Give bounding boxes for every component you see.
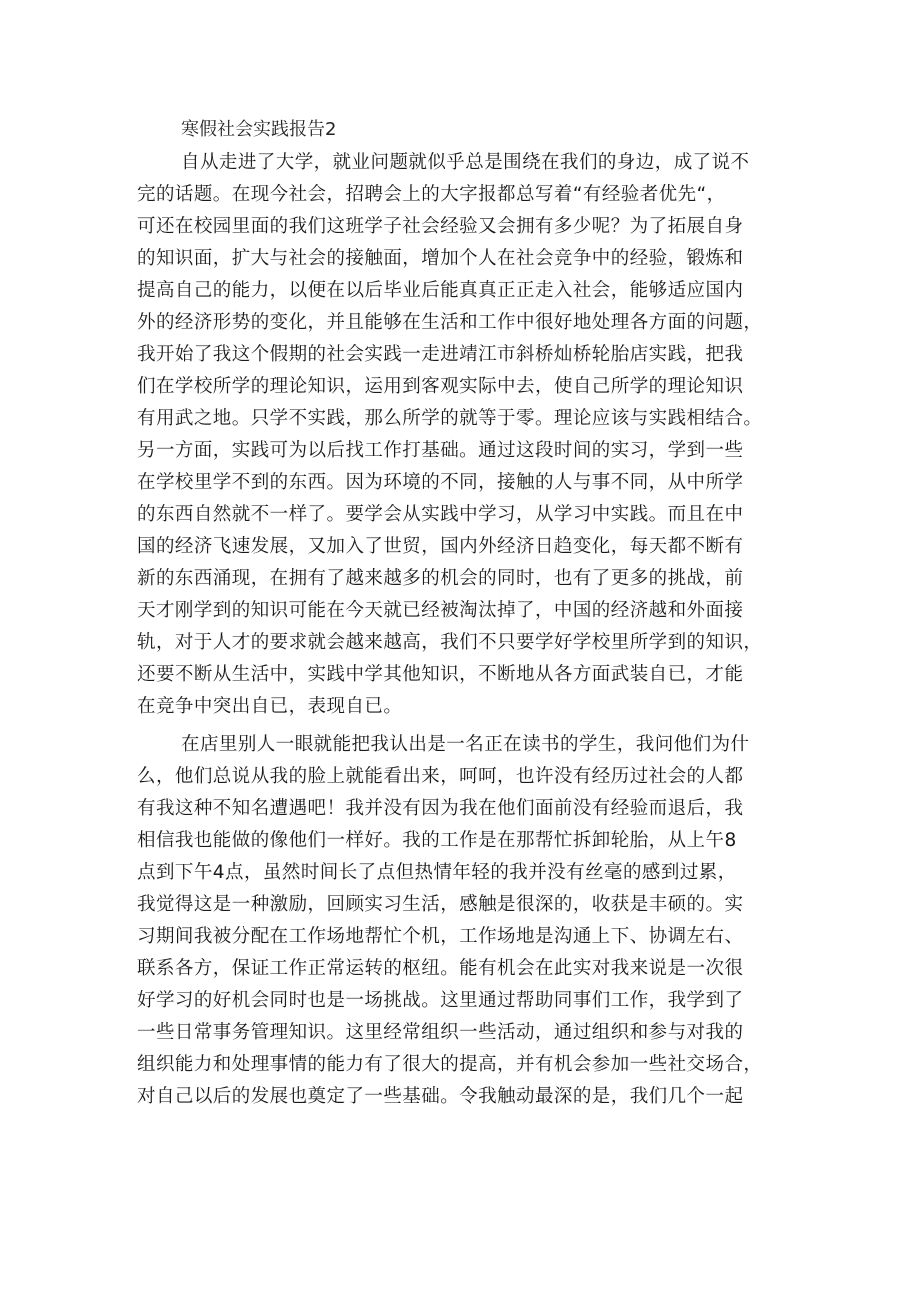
text-line: 对自己以后的发展也奠定了一些基础。令我触动最深的是，我们几个一起 — [137, 1086, 744, 1107]
text-line: 外的经济形势的变化，并且能够在生活和工作中很好地处理各方面的问题， — [137, 312, 763, 333]
text-line: 天才刚学到的知识可能在今天就已经被淘汰掉了，中国的经济越和外面接 — [137, 600, 744, 621]
text-line: 我开始了我这个假期的社会实践一走进靖江市斜桥灿桥轮胎店实践，把我 — [137, 344, 744, 365]
text-line: 可还在校园里面的我们这班学子社会经验又会拥有多少呢？为了拓展自身 — [137, 216, 744, 237]
text-line: 的知识面，扩大与社会的接触面，增加个人在社会竞争中的经验，锻炼和 — [137, 248, 744, 269]
text-line: 完的话题。在现今社会，招聘会上的大字报都总写着“有经验者优先“， — [137, 184, 726, 205]
text-line: 我觉得这是一种激励，回顾实习生活，感触是很深的，收获是丰硕的。实 — [137, 894, 744, 915]
text-line: 自从走进了大学，就业问题就似乎总是围绕在我们的身边，成了说不 — [181, 152, 750, 173]
text-line: 新的东西涌现，在拥有了越来越多的机会的同时，也有了更多的挑战，前 — [137, 568, 744, 589]
text-line: 提高自己的能力，以便在以后毕业后能真真正正走入社会，能够适应国内 — [137, 280, 744, 301]
text-line: 么，他们总说从我的脸上就能看出来，呵呵，也许没有经历过社会的人都 — [137, 766, 744, 787]
text-line: 组织能力和处理事情的能力有了很大的提高，并有机会参加一些社交场合， — [137, 1054, 763, 1075]
text-line: 在竞争中突出自已，表现自已。 — [137, 696, 403, 717]
text-line: 在店里别人一眼就能把我认出是一名正在读书的学生，我问他们为什 — [181, 734, 750, 755]
text-line: 联系各方，保证工作正常运转的枢纽。能有机会在此实对我来说是一次很 — [137, 958, 744, 979]
text-line: 好学习的好机会同时也是一场挑战。这里通过帮助同事们工作，我学到了 — [137, 990, 744, 1011]
text-line: 们在学校所学的理论知识，运用到客观实际中去，使自己所学的理论知识 — [137, 376, 744, 397]
text-line: 点到下午4点，虽然时间长了点但热情年轻的我并没有丝毫的感到过累， — [137, 862, 737, 883]
text-line: 一些日常事务管理知识。这里经常组织一些活动，通过组织和参与对我的 — [137, 1022, 744, 1043]
text-line: 还要不断从生活中，实践中学其他知识，不断地从各方面武装自已，才能 — [137, 664, 744, 685]
text-line: 另一方面，实践可为以后找工作打基础。通过这段时间的实习，学到一些 — [137, 440, 744, 461]
text-line: 在学校里学不到的东西。因为环境的不同，接触的人与事不同，从中所学 — [137, 472, 744, 493]
document-title: 寒假社会实践报告2 — [181, 119, 337, 140]
text-line: 轨，对于人才的要求就会越来越高，我们不只要学好学校里所学到的知识， — [137, 632, 763, 653]
text-line: 有我这种不知名遭遇吧！我并没有因为我在他们面前没有经验而退后，我 — [137, 798, 744, 819]
text-line: 国的经济飞速发展，又加入了世贸，国内外经济日趋变化，每天都不断有 — [137, 536, 744, 557]
text-line: 习期间我被分配在工作场地帮忙个机，工作场地是沟通上下、协调左右、 — [137, 926, 744, 947]
text-line: 的东西自然就不一样了。要学会从实践中学习，从学习中实践。而且在中 — [137, 504, 744, 525]
text-line: 有用武之地。只学不实践，那么所学的就等于零。理论应该与实践相结合。 — [137, 408, 763, 429]
text-line: 相信我也能做的像他们一样好。我的工作是在那帮忙拆卸轮胎，从上午8 — [137, 830, 737, 851]
